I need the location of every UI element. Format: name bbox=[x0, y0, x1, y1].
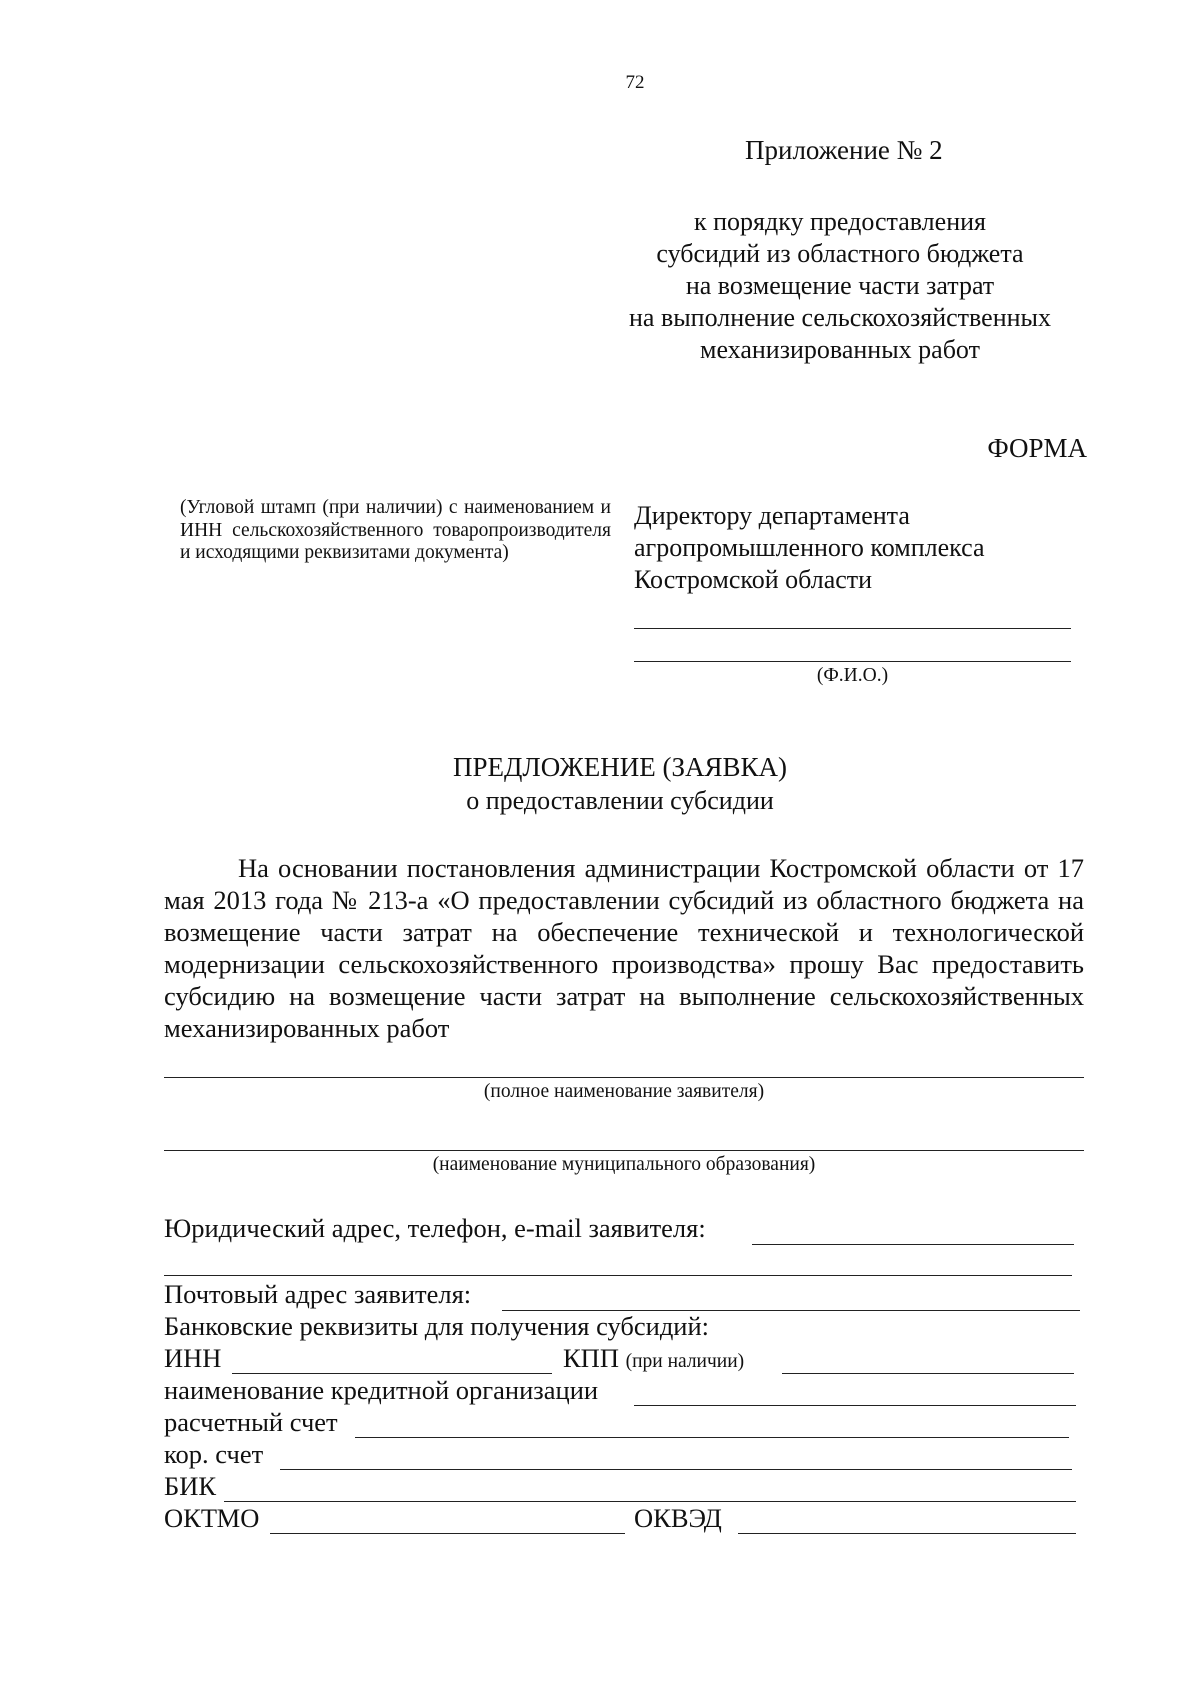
document-title: ПРЕДЛОЖЕНИЕ (ЗАЯВКА) bbox=[452, 752, 788, 782]
account-label: расчетный счет bbox=[164, 1407, 338, 1437]
appendix-description bbox=[590, 206, 1090, 366]
document-subtitle: о предоставлении субсидии bbox=[466, 786, 774, 815]
appendix-line: на выполнение сельскохозяйственных bbox=[628, 303, 1052, 332]
bik-field[interactable] bbox=[224, 1501, 1076, 1502]
applicant-name-line[interactable] bbox=[164, 1077, 1084, 1078]
recipient-block bbox=[634, 500, 985, 596]
postal-address-label: Почтовый адрес заявителя: bbox=[164, 1279, 472, 1309]
corr-account-field[interactable] bbox=[280, 1469, 1072, 1470]
recipient-line: Директору департамента bbox=[634, 501, 910, 530]
kpp-label bbox=[563, 1343, 744, 1374]
form-label: ФОРМА bbox=[987, 433, 1087, 463]
recipient-line: агропромышленного комплекса bbox=[634, 533, 985, 562]
municipality-line[interactable] bbox=[164, 1150, 1084, 1151]
corr-account-label: кор. счет bbox=[164, 1439, 264, 1469]
appendix-title: Приложение № 2 bbox=[745, 135, 943, 165]
legal-address-field[interactable] bbox=[752, 1244, 1074, 1245]
recipient-blank-line[interactable] bbox=[634, 628, 1071, 629]
bik-label: БИК bbox=[164, 1471, 217, 1501]
kpp-label-text: КПП bbox=[563, 1343, 619, 1373]
body-paragraph: На основании постановления администрации Костромской области от 17 мая 2013 года № 213-а «О предоставлении субсидий из областного бюджета на возмещение части затрат на обеспечение технической и технологической модернизации сельскохозяйственного производства» прошу Вас предоставить субсидию на возмещение части затрат на выполнение сельскохозяйственных механизированных работ bbox=[164, 853, 1084, 1043]
legal-address-field-continued[interactable] bbox=[164, 1275, 1072, 1276]
bank-name-field[interactable] bbox=[634, 1405, 1076, 1406]
oktmo-label: ОКТМО bbox=[164, 1503, 260, 1533]
fio-caption: (Ф.И.О.) bbox=[816, 665, 889, 686]
kpp-note: (при наличии) bbox=[625, 1351, 745, 1372]
stamp-note: (Угловой штамп (при наличии) с наименованием и ИНН сельскохозяйственного товаропроизводителя и исходящими реквизитами документа) bbox=[180, 497, 611, 563]
appendix-line: на возмещение части затрат bbox=[685, 271, 995, 300]
bank-name-label: наименование кредитной организации bbox=[164, 1375, 599, 1405]
appendix-line: к порядку предоставления bbox=[694, 207, 986, 236]
legal-address-label: Юридический адрес, телефон, e-mail заявителя: bbox=[164, 1213, 706, 1243]
account-field[interactable] bbox=[355, 1437, 1069, 1438]
kpp-field[interactable] bbox=[782, 1373, 1074, 1374]
bank-details-label: Банковские реквизиты для получения субсидий: bbox=[164, 1311, 710, 1341]
recipient-fio-line[interactable] bbox=[634, 661, 1071, 662]
appendix-line: механизированных работ bbox=[700, 335, 980, 364]
okved-field[interactable] bbox=[738, 1533, 1076, 1534]
inn-label: ИНН bbox=[164, 1343, 222, 1373]
okved-label: ОКВЭД bbox=[634, 1503, 722, 1533]
appendix-line: субсидий из областного бюджета bbox=[656, 239, 1024, 268]
inn-field[interactable] bbox=[232, 1373, 552, 1374]
oktmo-field[interactable] bbox=[270, 1533, 625, 1534]
municipality-caption: (наименование муниципального образования) bbox=[432, 1154, 816, 1175]
page-number: 72 bbox=[625, 72, 645, 93]
recipient-line: Костромской области bbox=[634, 565, 873, 594]
applicant-name-caption: (полное наименование заявителя) bbox=[483, 1081, 765, 1102]
